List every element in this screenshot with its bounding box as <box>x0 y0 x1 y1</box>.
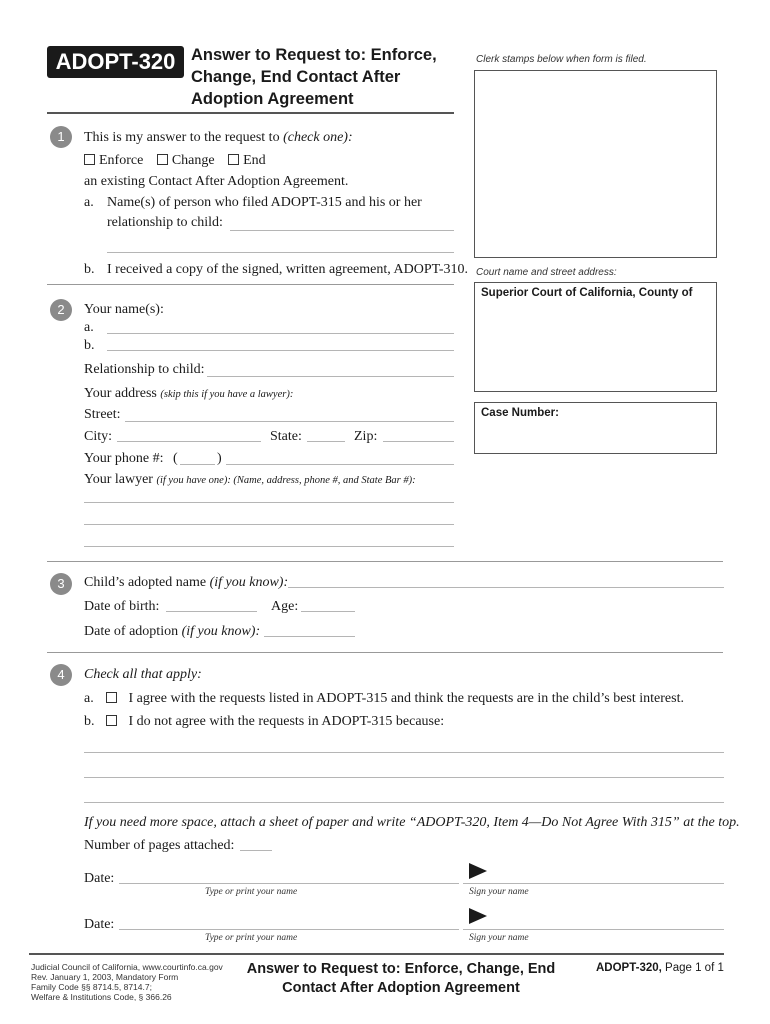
change-label: Change <box>171 153 215 168</box>
relationship-line[interactable] <box>207 376 454 377</box>
adoption-date-line[interactable] <box>264 636 355 637</box>
lawyer-label-row <box>84 472 416 489</box>
lawyer-line-1[interactable] <box>84 502 454 503</box>
end-label: End <box>243 153 266 168</box>
sign-name-caption-1: Sign your name <box>469 887 529 897</box>
state-line[interactable] <box>307 441 345 442</box>
lawyer-line-3[interactable] <box>84 546 454 547</box>
form-id: ADOPT-320 <box>55 49 176 74</box>
item2-rule <box>47 561 723 562</box>
item-number-3: 3 <box>50 573 72 595</box>
end-checkbox[interactable] <box>228 154 239 165</box>
name-b-label: b. <box>84 338 95 353</box>
address-hint: (skip this if you have a lawyer): <box>160 389 294 400</box>
footer-council-line: Welfare & Institutions Code, § 366.26 <box>31 992 172 1002</box>
reason-line-3[interactable] <box>84 802 724 803</box>
filer-name-line[interactable] <box>230 230 454 231</box>
name-a-line[interactable] <box>107 333 454 334</box>
pages-attached-line[interactable] <box>240 850 272 851</box>
phone-label: Your phone #: <box>84 451 164 466</box>
footer-page <box>596 962 724 974</box>
agree-checkbox[interactable] <box>106 692 117 703</box>
footer-form-id: ADOPT-320, <box>596 962 662 974</box>
address-label-row <box>84 386 293 403</box>
case-number-label: Case Number: <box>481 407 559 419</box>
agree-text: I agree with the requests listed in ADOPT-315 and think the requests are in the child’s best interest. <box>128 691 684 706</box>
footer-council <box>31 962 223 1002</box>
your-names-label: Your name(s): <box>84 302 164 317</box>
clerk-stamp-label: Clerk stamps below when form is filed. <box>476 54 647 65</box>
item4-b-label: b. <box>84 714 95 729</box>
change-checkbox[interactable] <box>157 154 168 165</box>
form-title <box>191 44 437 110</box>
street-line[interactable] <box>125 421 454 422</box>
child-name-row <box>84 575 288 591</box>
phone-area-line[interactable] <box>180 464 215 465</box>
date-label-2: Date: <box>84 917 115 932</box>
reason-line-1[interactable] <box>84 752 724 753</box>
street-label: Street: <box>84 407 121 422</box>
item1-intro <box>84 130 353 146</box>
adoption-date-hint: (if you know): <box>181 624 261 639</box>
zip-line[interactable] <box>383 441 454 442</box>
footer-rule <box>29 953 724 955</box>
footer-title <box>236 960 566 998</box>
court-label: Court name and street address: <box>476 267 617 278</box>
court-name: Superior Court of California, County of <box>481 287 693 299</box>
item3-rule <box>47 652 723 653</box>
footer-title-line: Contact After Adoption Agreement <box>282 980 520 996</box>
dob-line[interactable] <box>166 611 257 612</box>
lawyer-label: Your lawyer <box>84 472 153 487</box>
child-name-line[interactable] <box>288 587 724 588</box>
relationship-label: Relationship to child: <box>84 362 205 377</box>
header-rule <box>47 112 454 114</box>
more-space-note: If you need more space, attach a sheet of paper and write “ADOPT-320, Item 4—Do Not Agree With 315” at the top. <box>84 815 740 830</box>
item4-heading: Check all that apply: <box>84 667 202 682</box>
signature-line-2[interactable] <box>463 929 724 930</box>
item1-existing: an existing Contact After Adoption Agreement. <box>84 174 349 189</box>
sign-name-caption-2: Sign your name <box>469 933 529 943</box>
phone-close: ) <box>217 451 222 466</box>
lawyer-line-2[interactable] <box>84 524 454 525</box>
footer-council-line: Judicial Council of California, www.courtinfo.ca.gov <box>31 962 223 972</box>
enforce-checkbox[interactable] <box>84 154 95 165</box>
court-name-box[interactable] <box>474 282 717 392</box>
item-number-4: 4 <box>50 664 72 686</box>
item-number-2: 2 <box>50 299 72 321</box>
lawyer-hint: (if you have one): (Name, address, phone #, and State Bar #): <box>156 475 416 486</box>
form-title-line: Answer to Request to: Enforce, <box>191 46 437 64</box>
item4-b-option[interactable] <box>106 714 444 730</box>
adoption-date-row <box>84 624 260 640</box>
address-label: Your address <box>84 386 157 401</box>
item1-intro-hint: (check one): <box>283 130 353 145</box>
item4-a-option[interactable] <box>106 691 684 707</box>
child-name-hint: (if you know): <box>209 575 289 590</box>
sign-arrow-icon <box>469 863 487 879</box>
print-name-caption-1: Type or print your name <box>205 887 298 897</box>
item1-b-label: b. <box>84 262 95 277</box>
clerk-stamp-box[interactable] <box>474 70 717 258</box>
age-label: Age: <box>271 599 299 614</box>
age-line[interactable] <box>301 611 355 612</box>
item1-a-text2: relationship to child: <box>107 215 223 230</box>
enforce-option[interactable] <box>84 153 143 168</box>
phone-open: ( <box>173 451 178 466</box>
form-title-line: Change, End Contact After <box>191 68 401 86</box>
adoption-date-label: Date of adoption <box>84 624 179 639</box>
date-line-1[interactable] <box>119 883 459 884</box>
form-id-badge <box>47 46 184 78</box>
case-number-box[interactable] <box>474 402 717 454</box>
print-name-caption-2: Type or print your name <box>205 933 298 943</box>
date-label-1: Date: <box>84 871 115 886</box>
phone-number-line[interactable] <box>226 464 454 465</box>
date-line-2[interactable] <box>119 929 459 930</box>
name-a-label: a. <box>84 320 94 335</box>
form-title-line: Adoption Agreement <box>191 90 354 108</box>
item1-rule <box>47 284 454 285</box>
pages-attached-label: Number of pages attached: <box>84 838 235 853</box>
end-option[interactable] <box>228 153 266 168</box>
child-name-label: Child’s adopted name <box>84 575 207 590</box>
reason-line-2[interactable] <box>84 777 724 778</box>
zip-label: Zip: <box>354 429 378 444</box>
footer-council-line: Family Code §§ 8714.5, 8714.7; <box>31 982 152 992</box>
city-line[interactable] <box>117 441 261 442</box>
disagree-text: I do not agree with the requests in ADOPT-315 because: <box>128 714 445 729</box>
change-option[interactable] <box>157 153 215 168</box>
disagree-checkbox[interactable] <box>106 715 117 726</box>
signature-line-1[interactable] <box>463 883 724 884</box>
item1-options <box>84 153 266 169</box>
item4-a-label: a. <box>84 691 94 706</box>
sign-arrow-icon <box>469 908 487 924</box>
city-label: City: <box>84 429 113 444</box>
name-b-line[interactable] <box>107 350 454 351</box>
dob-label: Date of birth: <box>84 599 160 614</box>
item1-a-label: a. <box>84 195 94 210</box>
footer-title-line: Answer to Request to: Enforce, Change, End <box>246 961 556 977</box>
state-label: State: <box>270 429 302 444</box>
item1-a-text1: Name(s) of person who filed ADOPT-315 and his or her <box>107 195 422 210</box>
enforce-label: Enforce <box>99 153 144 168</box>
filer-name-line-2[interactable] <box>107 252 454 253</box>
page-indicator: Page 1 of 1 <box>665 962 724 974</box>
footer-council-line: Rev. January 1, 2003, Mandatory Form <box>31 972 179 982</box>
item-number-1: 1 <box>50 126 72 148</box>
item1-intro-text: This is my answer to the request to <box>84 130 280 145</box>
item1-b-text: I received a copy of the signed, written agreement, ADOPT-310. <box>107 262 469 277</box>
